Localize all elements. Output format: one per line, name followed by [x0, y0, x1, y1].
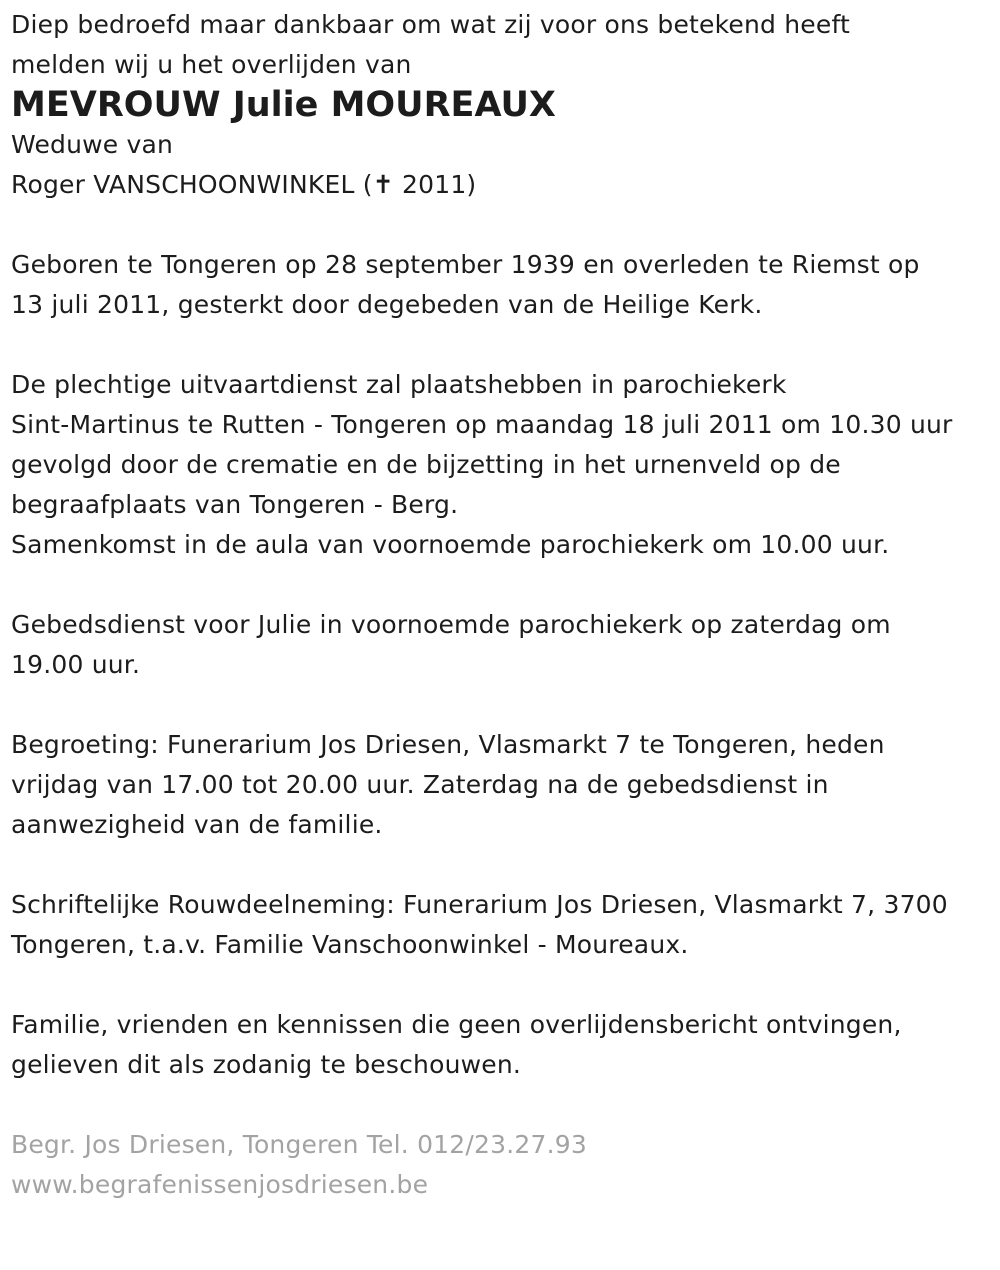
paragraph-spacer	[11, 685, 996, 725]
deceased-name: MEVROUW Julie MOUREAUX	[11, 85, 556, 125]
paragraph-spacer	[11, 845, 996, 885]
birth-death-line-2: 13 juli 2011, gesterkt door degebeden van de Heilige Kerk.	[11, 290, 763, 319]
closing-line-2: gelieven dit als zodanig te beschouwen.	[11, 1050, 522, 1079]
closing-line-1: Familie, vrienden en kennissen die geen overlijdensbericht ontvingen,	[11, 1010, 902, 1039]
paragraph-spacer	[11, 565, 996, 605]
visitation-line-2: vrijdag van 17.00 tot 20.00 uur. Zaterdag na de gebedsdienst in	[11, 770, 829, 799]
prayer-service-line-2: 19.00 uur.	[11, 650, 141, 679]
paragraph-spacer	[11, 965, 996, 1005]
paragraph-spacer	[11, 325, 996, 365]
condolences-line-1: Schriftelijke Rouwdeelneming: Funerarium Jos Driesen, Vlasmarkt 7, 3700	[11, 890, 948, 919]
undertaker-contact: Begr. Jos Driesen, Tongeren Tel. 012/23.27.93	[11, 1130, 587, 1159]
prayer-service-line-1: Gebedsdienst voor Julie in voornoemde parochiekerk op zaterdag om	[11, 610, 891, 639]
visitation-line-1: Begroeting: Funerarium Jos Driesen, Vlasmarkt 7 te Tongeren, heden	[11, 730, 885, 759]
widow-label: Weduwe van	[11, 130, 174, 159]
funeral-line-1: De plechtige uitvaartdienst zal plaatshebben in parochiekerk	[11, 370, 787, 399]
condolences-line-2: Tongeren, t.a.v. Familie Vanschoonwinkel - Moureaux.	[11, 930, 689, 959]
visitation-line-3: aanwezigheid van de familie.	[11, 810, 383, 839]
spouse-name: Roger VANSCHOONWINKEL (✝ 2011)	[11, 170, 477, 199]
funeral-line-4: begraafplaats van Tongeren - Berg.	[11, 490, 459, 519]
intro-line-2: melden wij u het overlijden van	[11, 50, 412, 79]
funeral-line-5: Samenkomst in de aula van voornoemde parochiekerk om 10.00 uur.	[11, 530, 890, 559]
undertaker-website: www.begrafenissenjosdriesen.be	[11, 1170, 429, 1199]
paragraph-spacer	[11, 205, 996, 245]
paragraph-spacer	[11, 1085, 996, 1125]
birth-death-line-1: Geboren te Tongeren op 28 september 1939 en overleden te Riemst op	[11, 250, 920, 279]
funeral-line-3: gevolgd door de crematie en de bijzetting in het urnenveld op de	[11, 450, 841, 479]
death-notice	[11, 5, 996, 1205]
funeral-line-2: Sint-Martinus te Rutten - Tongeren op maandag 18 juli 2011 om 10.30 uur	[11, 410, 953, 439]
intro-line-1: Diep bedroefd maar dankbaar om wat zij voor ons betekend heeft	[11, 10, 851, 39]
